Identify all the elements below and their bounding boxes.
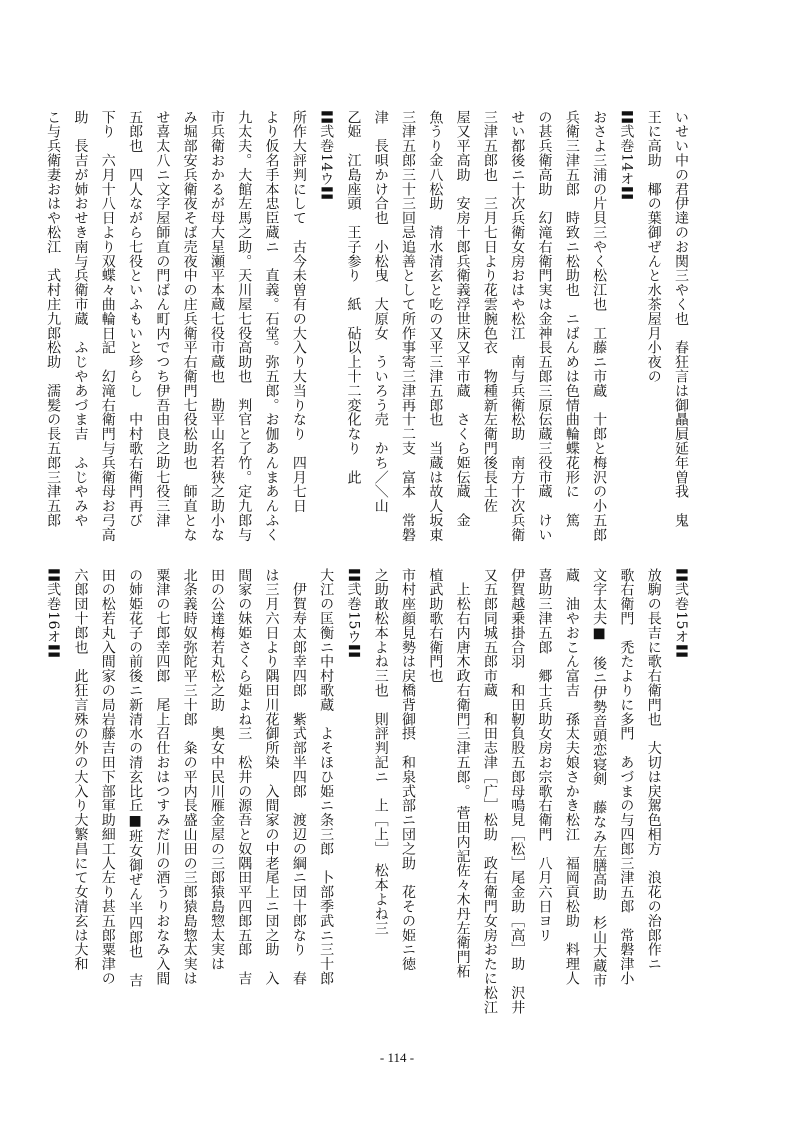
text-column: は三月六日より隅田川花御所染 入間家の中老尾上ニ団之助 入 — [263, 568, 280, 986]
text-column: 乙姫 江島座頭 王子参り 紙 砧以上十二変化なり 此 — [345, 110, 362, 485]
text-column: 放駒の長吉に歌右衛門也 大切は戻駕色相方 浪花の治郎作ニ — [645, 568, 662, 972]
text-block-lower — [45, 568, 694, 1015]
text-column: せ喜太八ニ文字屋師直の門ばん町内でつち伊吾由良之助七役三津 — [154, 110, 171, 528]
text-column: いせい中の君伊達のお関三やく也 春狂言は御贔屓延年曽我 鬼 — [673, 110, 689, 528]
text-column: 下り 六月十八日より双蝶々曲輪日記 幻滝右衛門与兵衛母お弓高 — [99, 110, 116, 542]
text-column: 三津五郎三十三回忌追善として所作事寄三津再十二支 富本 常磐 — [400, 110, 417, 542]
text-column: 上松右内唐木政右衛門三津五郎。 菅田内記佐々木丹左衛門柘 — [454, 568, 471, 979]
text-column: 蔵 油やおこん富吉 孫太夫娘さかき松江 福岡貢松助 料理人 — [563, 568, 580, 986]
text-column: 九太夫。大館左馬之助。天川屋七役高助也 判官と了竹。定九郎与 — [236, 110, 253, 542]
text-column: 兵衛三津五郎 時致ニ松助也 ニばんめは色情曲輪蝶花形に 篤 — [563, 110, 580, 528]
text-column: 〓弐巻14オ〓 — [618, 110, 635, 201]
text-column: 之助敢松本よね三也 則評判記ニ 上［上］ 松本よね三 — [372, 568, 389, 936]
text-column: 文字太夫■ 後ニ伊勢音頭恋寝剣 藤なみ左膳高助 杉山大蔵市 — [591, 568, 608, 988]
text-column: 市兵衛おかるが母大星瀬平本蔵七役市蔵也 勘平山名若狭之助小な — [208, 110, 225, 542]
text-column: 屋又平高助 安房十郎兵衛義浮世床又平市蔵 さくら姫伝蔵 金 — [454, 110, 471, 528]
text-column: 植武助歌右衛門也 — [427, 568, 444, 684]
text-column: 伊賀越乗掛合羽 和田靭負股五郎母鳴見［松］尾金助［高］助 沢井 — [509, 568, 526, 1015]
text-column: 田の公達梅若丸松之助 奥女中民川雁金屋の三郎猿島惣太実は — [208, 568, 225, 972]
text-column: 北条義時奴弥陀平三十郎 粂の平内長盛山田の三郎猿島惣太実は — [181, 568, 198, 986]
text-column: 〓弐巻15オ〓 — [673, 568, 689, 659]
text-column: 大江の匡衡ニ中村歌蔵 よそほひ姫ニ条三郎 卜部季武ニ三十郎 — [318, 568, 335, 986]
text-column: 〓弐巻15ウ〓 — [345, 568, 362, 659]
text-column: 王に高助 椰の葉御ぜんと水茶屋月小夜の — [645, 110, 662, 384]
text-column: の甚兵衛高助 幻滝右衛門実は金神長五郎三原伝蔵三役市蔵 けい — [536, 110, 553, 542]
text-column: 田の松若丸入間家の局岩藤吉田下部軍助細工人左り甚五郎粟津の — [99, 568, 116, 986]
text-column: より仮名手本忠臣蔵ニ 直義。石堂。弥五郎。お伽あんまあんふく — [263, 110, 280, 542]
text-column: 魚うり金八松助 清水清玄と吃の又平三津五郎也 当蔵は故人坂東 — [427, 110, 444, 542]
text-column: の姉姫花子の前後ニ新清水の清玄比丘■班女御ぜん半四郎也 吉 — [127, 568, 144, 988]
text-column: 喜助三津五郎 郷士兵助女房お宗歌右衛門 八月六日ヨリ — [536, 568, 553, 943]
text-column: こ与兵衛妻おはや松江 式村庄九郎松助 濡髪の長五郎三津五郎 — [45, 110, 62, 528]
text-column: 間家の妹姫さくら姫よね三 松井の源吾と奴隅田平四郎五郎 吉 — [236, 568, 253, 986]
text-column: 〓弐巻16オ〓 — [45, 568, 62, 659]
text-column: 助 長吉が姉おせき南与兵衛市蔵 ふじやあづま吉 ふじやみや — [72, 110, 89, 528]
text-column: 〓弐巻14ウ〓 — [318, 110, 335, 201]
text-column: み堀部安兵衛夜そば売夜中の庄兵衛平右衛門七役松助也 師直とな — [181, 110, 198, 542]
text-column: 粟津の七郎幸四郎 尾上召仕おはつすみだ川の酒うりおなみ入間 — [154, 568, 171, 986]
text-column: 津 長唄かけ合也 小松曳 大原女 ういろう売 かち／＼山 — [372, 110, 389, 514]
text-column: おさよ三浦の片貝三やく松江也 工藤ニ市蔵 十郎と梅沢の小五郎 — [591, 110, 608, 542]
text-column: 伊賀寿太郎幸四郎 紫式部半四郎 渡辺の綱ニ団十郎なり 春 — [290, 568, 307, 986]
text-column: 六郎団十郎也 此狂言殊の外の大入り大繁昌にて女清玄は大和 — [72, 568, 89, 972]
text-column: 所作大評判にして 古今未曽有の大入り大当りなり 四月七日 — [290, 110, 307, 514]
page-number: - 114 - — [379, 1050, 415, 1065]
text-column: 歌右衛門 禿たよりに多門 あづまの与四郎三津五郎 常磐津小 — [618, 568, 635, 986]
text-column: 五郎也 四人ながら七役といふもいと珍らし 中村歌右衛門再び — [127, 110, 144, 528]
text-block-upper — [45, 110, 694, 542]
text-column: 市村座顔見勢は戻橋背御摂 和泉式部ニ団之助 花その姫ニ徳 — [400, 568, 417, 972]
text-column: せい都後ニ十次兵衛女房おはや松江 南与兵衛松助 南方十次兵衛 — [509, 110, 526, 542]
text-column: 又五郎同城五郎市蔵 和田志津［广］松助 政右衛門女房おたに松江 — [481, 568, 498, 1015]
text-column: 三津五郎也 三月七日より花雲腕色衣 物種新左衛門後長土佐 — [481, 110, 498, 514]
